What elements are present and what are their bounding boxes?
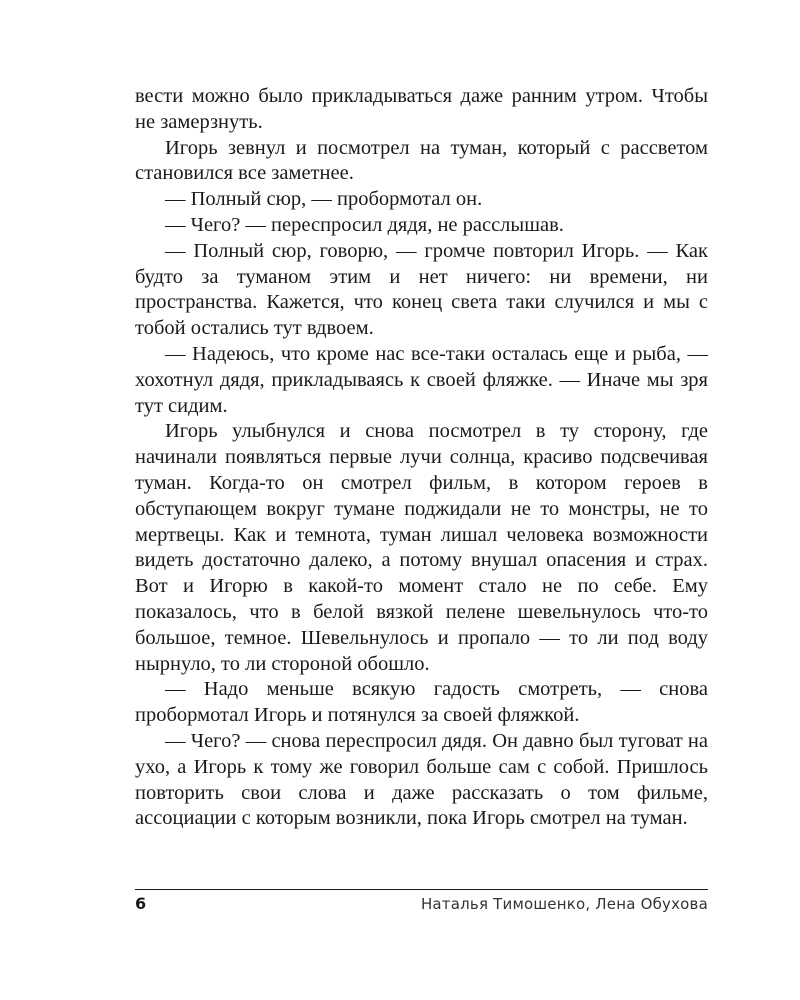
body-text [135, 84, 708, 832]
paragraph-4: — Чего? — переспросил дядя, не расслышав. [165, 213, 564, 236]
paragraph-9: — Чего? — снова переспросил дядя. Он давно был туговат на ухо, а Игорь к тому же говорил больше сам с собой. Пришлось повторить свои слова и даже рассказать о том фильме, ассоциации с которым возникли, пока Игорь смотрел на туман. [135, 729, 708, 830]
page-number: 6 [135, 894, 147, 913]
paragraph-6: — Надеюсь, что кроме нас все-таки осталась еще и рыба, — хохотнул дядя, прикладываясь к своей фляжке. — Иначе мы зря тут сидим. [135, 342, 708, 417]
paragraph-7: Игорь улыбнулся и снова посмотрел в ту сторону, где начинали появляться первые лучи солнца, красиво подсвечивая туман. Когда-то он смотрел фильм, в котором героев в обступающем вокруг тумане поджидали не то монстры, не то мертвецы. Как и темнота, туман лишал человека возможности видеть достаточно далеко, а потому внушал опасения и страх. Вот и Игорю в какой-то момент стало не по себе. Ему показалось, что в белой вязкой пелене шевельнулось что-то большое, темное. Шевельнулось и пропало — то ли под воду нырнуло, то ли стороной обошло. [135, 420, 708, 675]
paragraph-1: вести можно было прикладываться даже ранним утром. Чтобы не замерзнуть. [135, 85, 708, 133]
paragraph-2: Игорь зевнул и посмотрел на туман, который с рассветом становился все заметнее. [135, 136, 708, 185]
paragraph-3: — Полный сюр, — пробормотал он. [165, 188, 483, 211]
footer-divider [135, 889, 708, 890]
paragraph-8: — Надо меньше всякую гадость смотреть, — снова пробормотал Игорь и потянулся за своей фляжкой. [135, 678, 708, 727]
running-footer-authors: Наталья Тимошенко, Лена Обухова [420, 895, 708, 913]
paragraph-5: — Полный сюр, говорю, — громче повторил Игорь. — Как будто за туманом этим и нет ничего: ни времени, ни пространства. Кажется, что конец света таки случился и мы с тобой остались тут вдвоем. [135, 239, 708, 340]
page-footer [135, 893, 708, 917]
